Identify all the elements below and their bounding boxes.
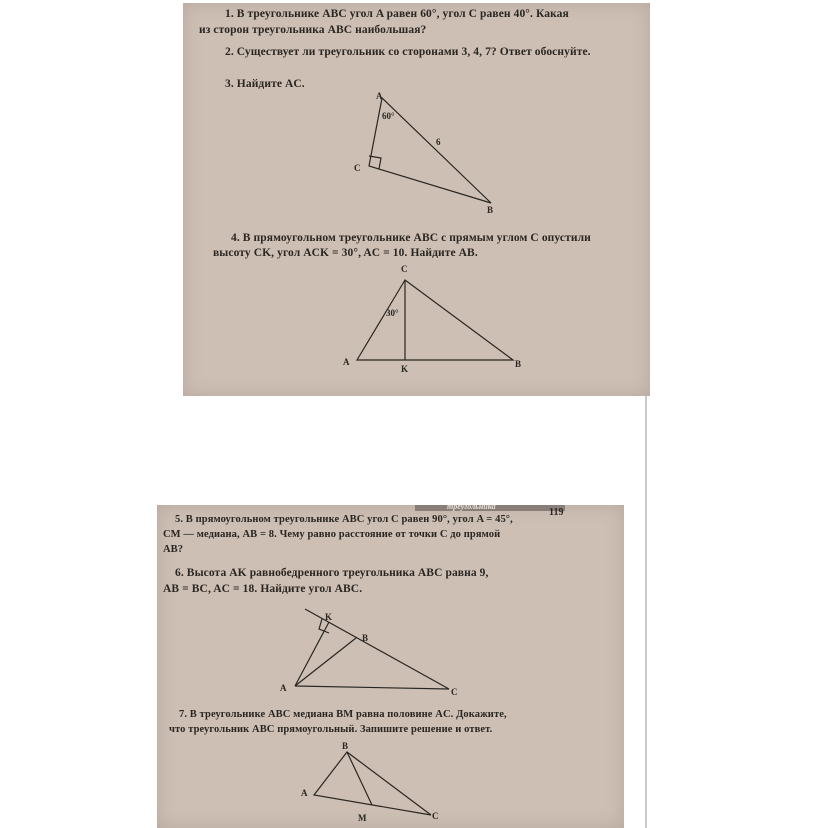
triangle-abc <box>314 752 431 815</box>
figure-7-triangle <box>157 505 624 828</box>
foot-k-label: K <box>401 364 409 374</box>
vertex-b-label: B <box>362 633 369 643</box>
vertex-c-label: C <box>432 811 439 821</box>
angle-label: 30° <box>386 308 399 318</box>
question-2: 2. Существует ли треугольник со сторонами 3, 4, 7? Ответ обоснуйте. <box>225 46 591 58</box>
running-header-text: треугольника <box>447 505 496 511</box>
vertex-c-label: C <box>354 163 361 173</box>
top-textbook-page <box>183 3 650 396</box>
question-4-line-1: 4. В прямоугольном треугольнике ABC с прямым углом C опустили <box>231 232 591 244</box>
median-bm <box>347 752 372 805</box>
question-7-line-2: что треугольник ABC прямоугольный. Запишите решение и ответ. <box>169 724 493 735</box>
angle-label: 60° <box>382 111 395 121</box>
question-5-line-2: CM — медиана, AB = 8. Чему равно расстояние от точки C до прямой <box>163 529 501 540</box>
question-1-line-2: из сторон треугольника ABC наибольшая? <box>199 24 427 36</box>
vertex-a-label: A <box>301 788 308 798</box>
foot-k-label: K <box>325 612 333 622</box>
page-number: 119 <box>549 507 564 518</box>
vertex-b-label: B <box>487 205 494 215</box>
question-6-line-2: AB = BC, AC = 18. Найдите угол ABC. <box>163 583 363 595</box>
bottom-textbook-page <box>157 505 624 828</box>
figure-4-triangle <box>183 3 650 396</box>
vertex-a-label: A <box>343 357 350 367</box>
question-5-line-1: 5. В прямоугольном треугольнике ABC угол C равен 90°, угол A = 45°, <box>175 514 513 525</box>
question-6-line-1: 6. Высота AK равнобедренного треугольника ABC равна 9, <box>175 567 489 579</box>
side-label: 6 <box>436 137 441 147</box>
vertex-b-label: B <box>515 359 522 369</box>
vertex-c-label: C <box>451 687 458 697</box>
vertex-c-label: C <box>401 264 408 274</box>
question-7-line-1: 7. В треугольнике ABC медиана BM равна половине AC. Докажите, <box>179 709 507 720</box>
vertex-a-label: A <box>280 683 287 693</box>
midpoint-m-label: M <box>358 813 367 823</box>
question-1-line-1: 1. В треугольнике ABC угол A равен 60°, угол C равен 40°. Какая <box>225 8 569 20</box>
page-edge-line <box>645 395 647 828</box>
question-4-line-2: высоту CK, угол ACK = 30°, AC = 10. Найдите AB. <box>213 247 478 259</box>
question-5-line-3: AB? <box>163 544 184 555</box>
vertex-a-label: A <box>376 91 383 101</box>
triangle-abc <box>357 280 513 360</box>
vertex-b-label: B <box>342 741 349 751</box>
question-3: 3. Найдите AC. <box>225 78 305 90</box>
